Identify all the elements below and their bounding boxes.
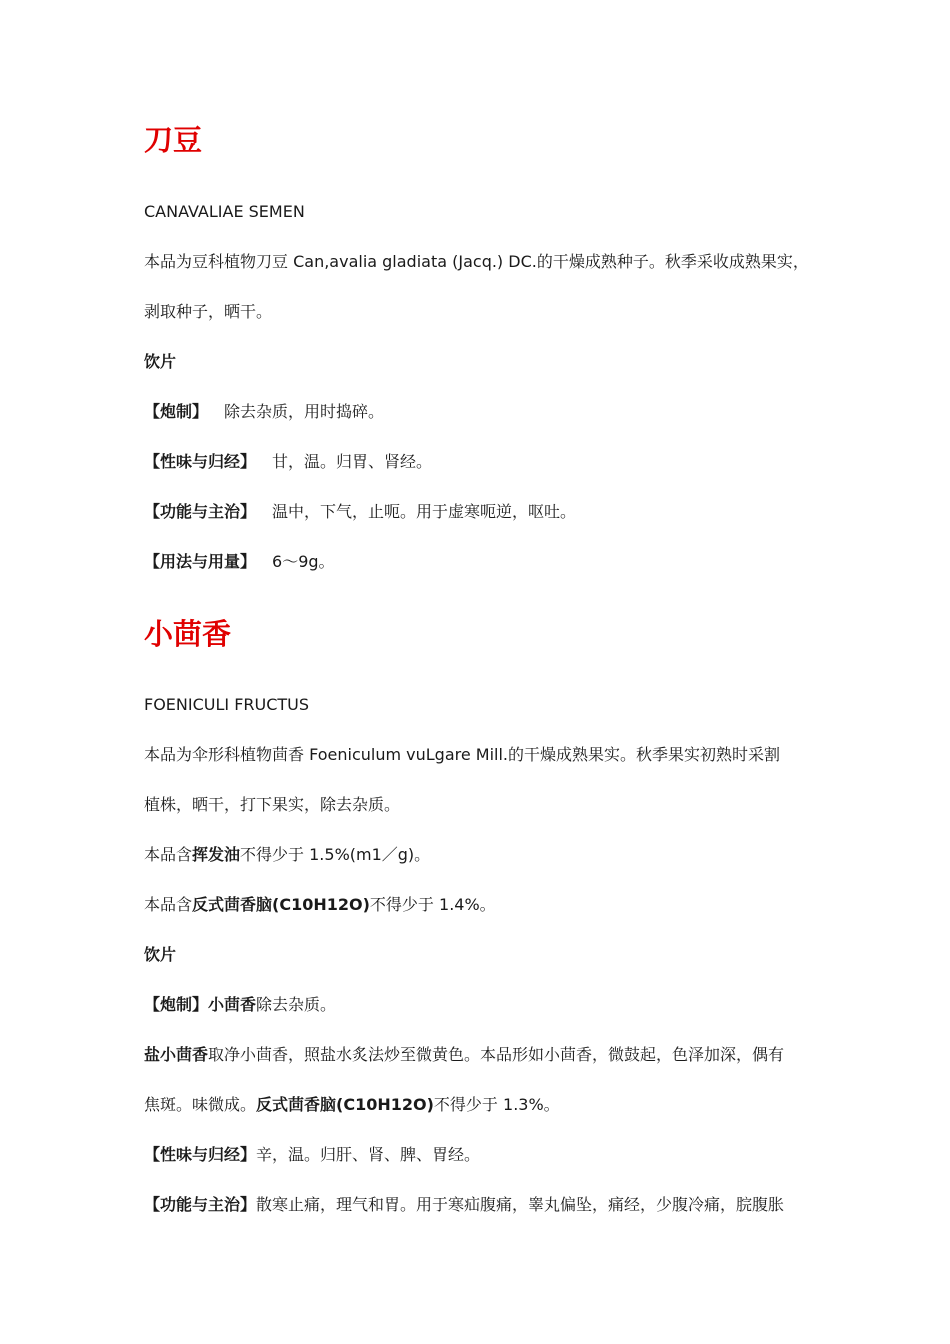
latin-name-xiaohuixiang: FOENICULI FRUCTUS	[144, 695, 310, 714]
gongneng-text: 温中，下气，止呃。用于虚寒呃逆，呕吐。	[272, 502, 577, 521]
paozhi-row-xiaohuixiang	[144, 993, 336, 1017]
content-post: 不得少于 1.4%。	[369, 895, 496, 914]
content-pre: 本品含	[144, 895, 193, 914]
intro-line-2-xiaohuixiang: 植株，晒干，打下果实，除去杂质。	[144, 795, 401, 814]
xingwei-row-xiaohuixiang	[144, 1143, 480, 1167]
content-post: 不得少于 1.5%(m1／g)。	[240, 845, 431, 864]
yinpian-heading-daodou: 饮片	[144, 352, 177, 371]
yan-text: 取净小茴香，照盐水炙法炒至微黄色。本品形如小茴香，微鼓起，色泽加深，偶有	[208, 1045, 785, 1064]
yan-line-2	[144, 1093, 560, 1117]
yan-bold: 反式茴香脑(C10H12O)	[256, 1095, 434, 1114]
intro-line-1-daodou: 本品为豆科植物刀豆 Can,avalia gladiata (Jacq.) DC.的干燥成熟种子。秋季采收成熟果实，	[144, 252, 809, 271]
yinpian-heading-xiaohuixiang: 饮片	[144, 945, 177, 964]
content-line-volatile-oil	[144, 843, 430, 867]
content-bold: 反式茴香脑(C10H12O)	[192, 895, 370, 914]
gongneng-text: 散寒止痛，理气和胃。用于寒疝腹痛，睾丸偏坠，痛经，少腹冷痛，脘腹胀	[256, 1195, 785, 1214]
xingwei-row-daodou	[144, 450, 432, 474]
xingwei-text: 甘，温。归胃、肾经。	[272, 452, 433, 471]
yongfa-text: 6～9g。	[272, 552, 335, 571]
paozhi-bold: 小茴香	[208, 995, 257, 1014]
yongfa-row-daodou	[144, 550, 335, 574]
content-bold: 挥发油	[192, 845, 241, 864]
content-line-anethole	[144, 893, 496, 917]
intro-line-1-xiaohuixiang: 本品为伞形科植物茴香 Foeniculum vuLgare Mill.的干燥成熟果实。秋季果实初熟时采割	[144, 745, 781, 764]
xingwei-label: 【性味与归经】	[144, 1145, 257, 1164]
gongneng-label: 【功能与主治】	[144, 502, 257, 521]
section-title-xiaohuixiang: 小茴香	[144, 617, 232, 651]
latin-name-daodou: CANAVALIAE SEMEN	[144, 202, 305, 221]
xingwei-label: 【性味与归经】	[144, 452, 257, 471]
paozhi-row-daodou	[144, 400, 384, 424]
content-pre: 本品含	[144, 845, 193, 864]
gongneng-row-daodou	[144, 500, 576, 524]
paozhi-text: 除去杂质，用时捣碎。	[224, 402, 385, 421]
yan-line-1	[144, 1043, 784, 1067]
yan-bold: 盐小茴香	[144, 1045, 209, 1064]
gongneng-label: 【功能与主治】	[144, 1195, 257, 1214]
section-title-daodou: 刀豆	[144, 123, 203, 157]
xingwei-text: 辛，温。归肝、肾、脾、胃经。	[256, 1145, 481, 1164]
intro-line-2-daodou: 剥取种子，晒干。	[144, 302, 273, 321]
paozhi-text: 除去杂质。	[256, 995, 337, 1014]
yan-text: 焦斑。味微成。	[144, 1095, 257, 1114]
paozhi-label: 【炮制】	[144, 995, 209, 1014]
gongneng-row-xiaohuixiang	[144, 1193, 784, 1217]
yan-post: 不得少于 1.3%。	[433, 1095, 560, 1114]
yongfa-label: 【用法与用量】	[144, 552, 257, 571]
paozhi-label: 【炮制】	[144, 402, 209, 421]
